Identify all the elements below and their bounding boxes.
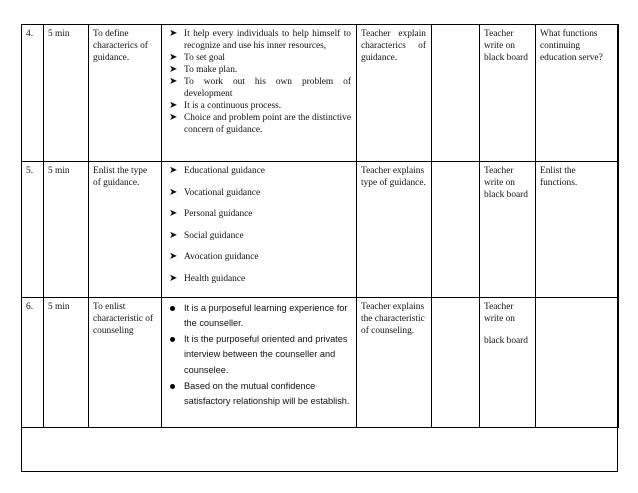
learner-activity-cell [432,162,480,298]
serial-number-cell: 4. [22,25,44,162]
content-list [166,301,351,410]
evaluation-cell: Enlist the functions. [536,162,619,298]
content-cell [162,297,357,427]
arrow-bullet-icon: ➤ [169,100,178,111]
learner-activity-cell [432,297,480,427]
list-item: ➤ Vocational guidance [169,186,261,198]
av-aids-line: Teacher write on [484,301,515,324]
objective-cell: Enlist the type of guidance. [89,162,162,298]
time-cell: 5 min [44,297,89,427]
list-item: ➤ Social guidance [169,229,244,241]
list-item: It is the purposeful oriented and privates interview between the counseller and counselee. [166,332,351,379]
list-item: It is a purposeful learning experience for the counseller. [166,301,351,332]
round-bullet-icon [170,306,175,311]
arrow-bullet-icon: ➤ [169,272,178,284]
content-list [166,165,351,285]
serial-number-cell: 5. [22,162,44,298]
arrow-bullet-icon: ➤ [169,186,178,198]
table-row [22,297,619,427]
list-item: ➤ Choice and problem point are the distinctive concern of guidance. [169,112,351,135]
arrow-bullet-icon: ➤ [169,76,178,87]
content-cell [162,162,357,298]
list-item: ➤ Avocation guidance [169,251,259,263]
teacher-activity-cell: Teacher explain characterics of guidance. [357,25,432,162]
arrow-bullet-icon: ➤ [169,251,178,263]
list-item: Based on the mutual confidence satisfactory relationship will be establish. [166,379,351,410]
table-row [22,162,619,298]
evaluation-cell: What functions continuing education serve? [536,25,619,162]
content-cell [162,25,357,162]
list-item: ➤ Personal guidance [169,208,253,220]
av-aids-cell: Teacher write on black board [480,162,536,298]
list-item: ➤ To make plan. [169,64,238,75]
objective-cell: To define characterics of guidance. [89,25,162,162]
arrow-bullet-icon: ➤ [169,229,178,241]
lesson-plan-table [21,24,619,428]
arrow-bullet-icon: ➤ [169,64,178,75]
list-item: ➤ Educational guidance [169,165,265,176]
list-item: ➤ To set goal [169,52,226,63]
serial-number-cell: 6. [22,297,44,427]
time-cell: 5 min [44,162,89,298]
arrow-bullet-icon: ➤ [169,165,178,176]
objective-cell: To enlist characteristic of counseling [89,297,162,427]
list-item: ➤ It help every individuals to help himself to recognize and use his inner resources, [169,28,351,51]
arrow-bullet-icon: ➤ [169,208,178,220]
list-item: ➤ Health guidance [169,272,246,284]
list-item: ➤ To work out his own problem of development [169,76,351,99]
round-bullet-icon [170,384,175,389]
lesson-plan-page [21,24,618,472]
time-cell: 5 min [44,25,89,162]
learner-activity-cell [432,25,480,162]
table-row [22,25,619,162]
round-bullet-icon [170,337,175,342]
av-aids-cell: Teacher write on black board [480,25,536,162]
teacher-activity-cell: Teacher explains type of guidance. [357,162,432,298]
content-list [166,28,351,136]
arrow-bullet-icon: ➤ [169,112,178,123]
list-item: ➤ It is a continuous process. [169,100,282,111]
arrow-bullet-icon: ➤ [169,52,178,63]
teacher-activity-cell: Teacher explains the characteristic of counseling. [357,297,432,427]
av-aids-cell [480,297,536,427]
evaluation-cell [536,297,619,427]
arrow-bullet-icon: ➤ [169,28,178,39]
av-aids-line: black board [484,335,528,346]
